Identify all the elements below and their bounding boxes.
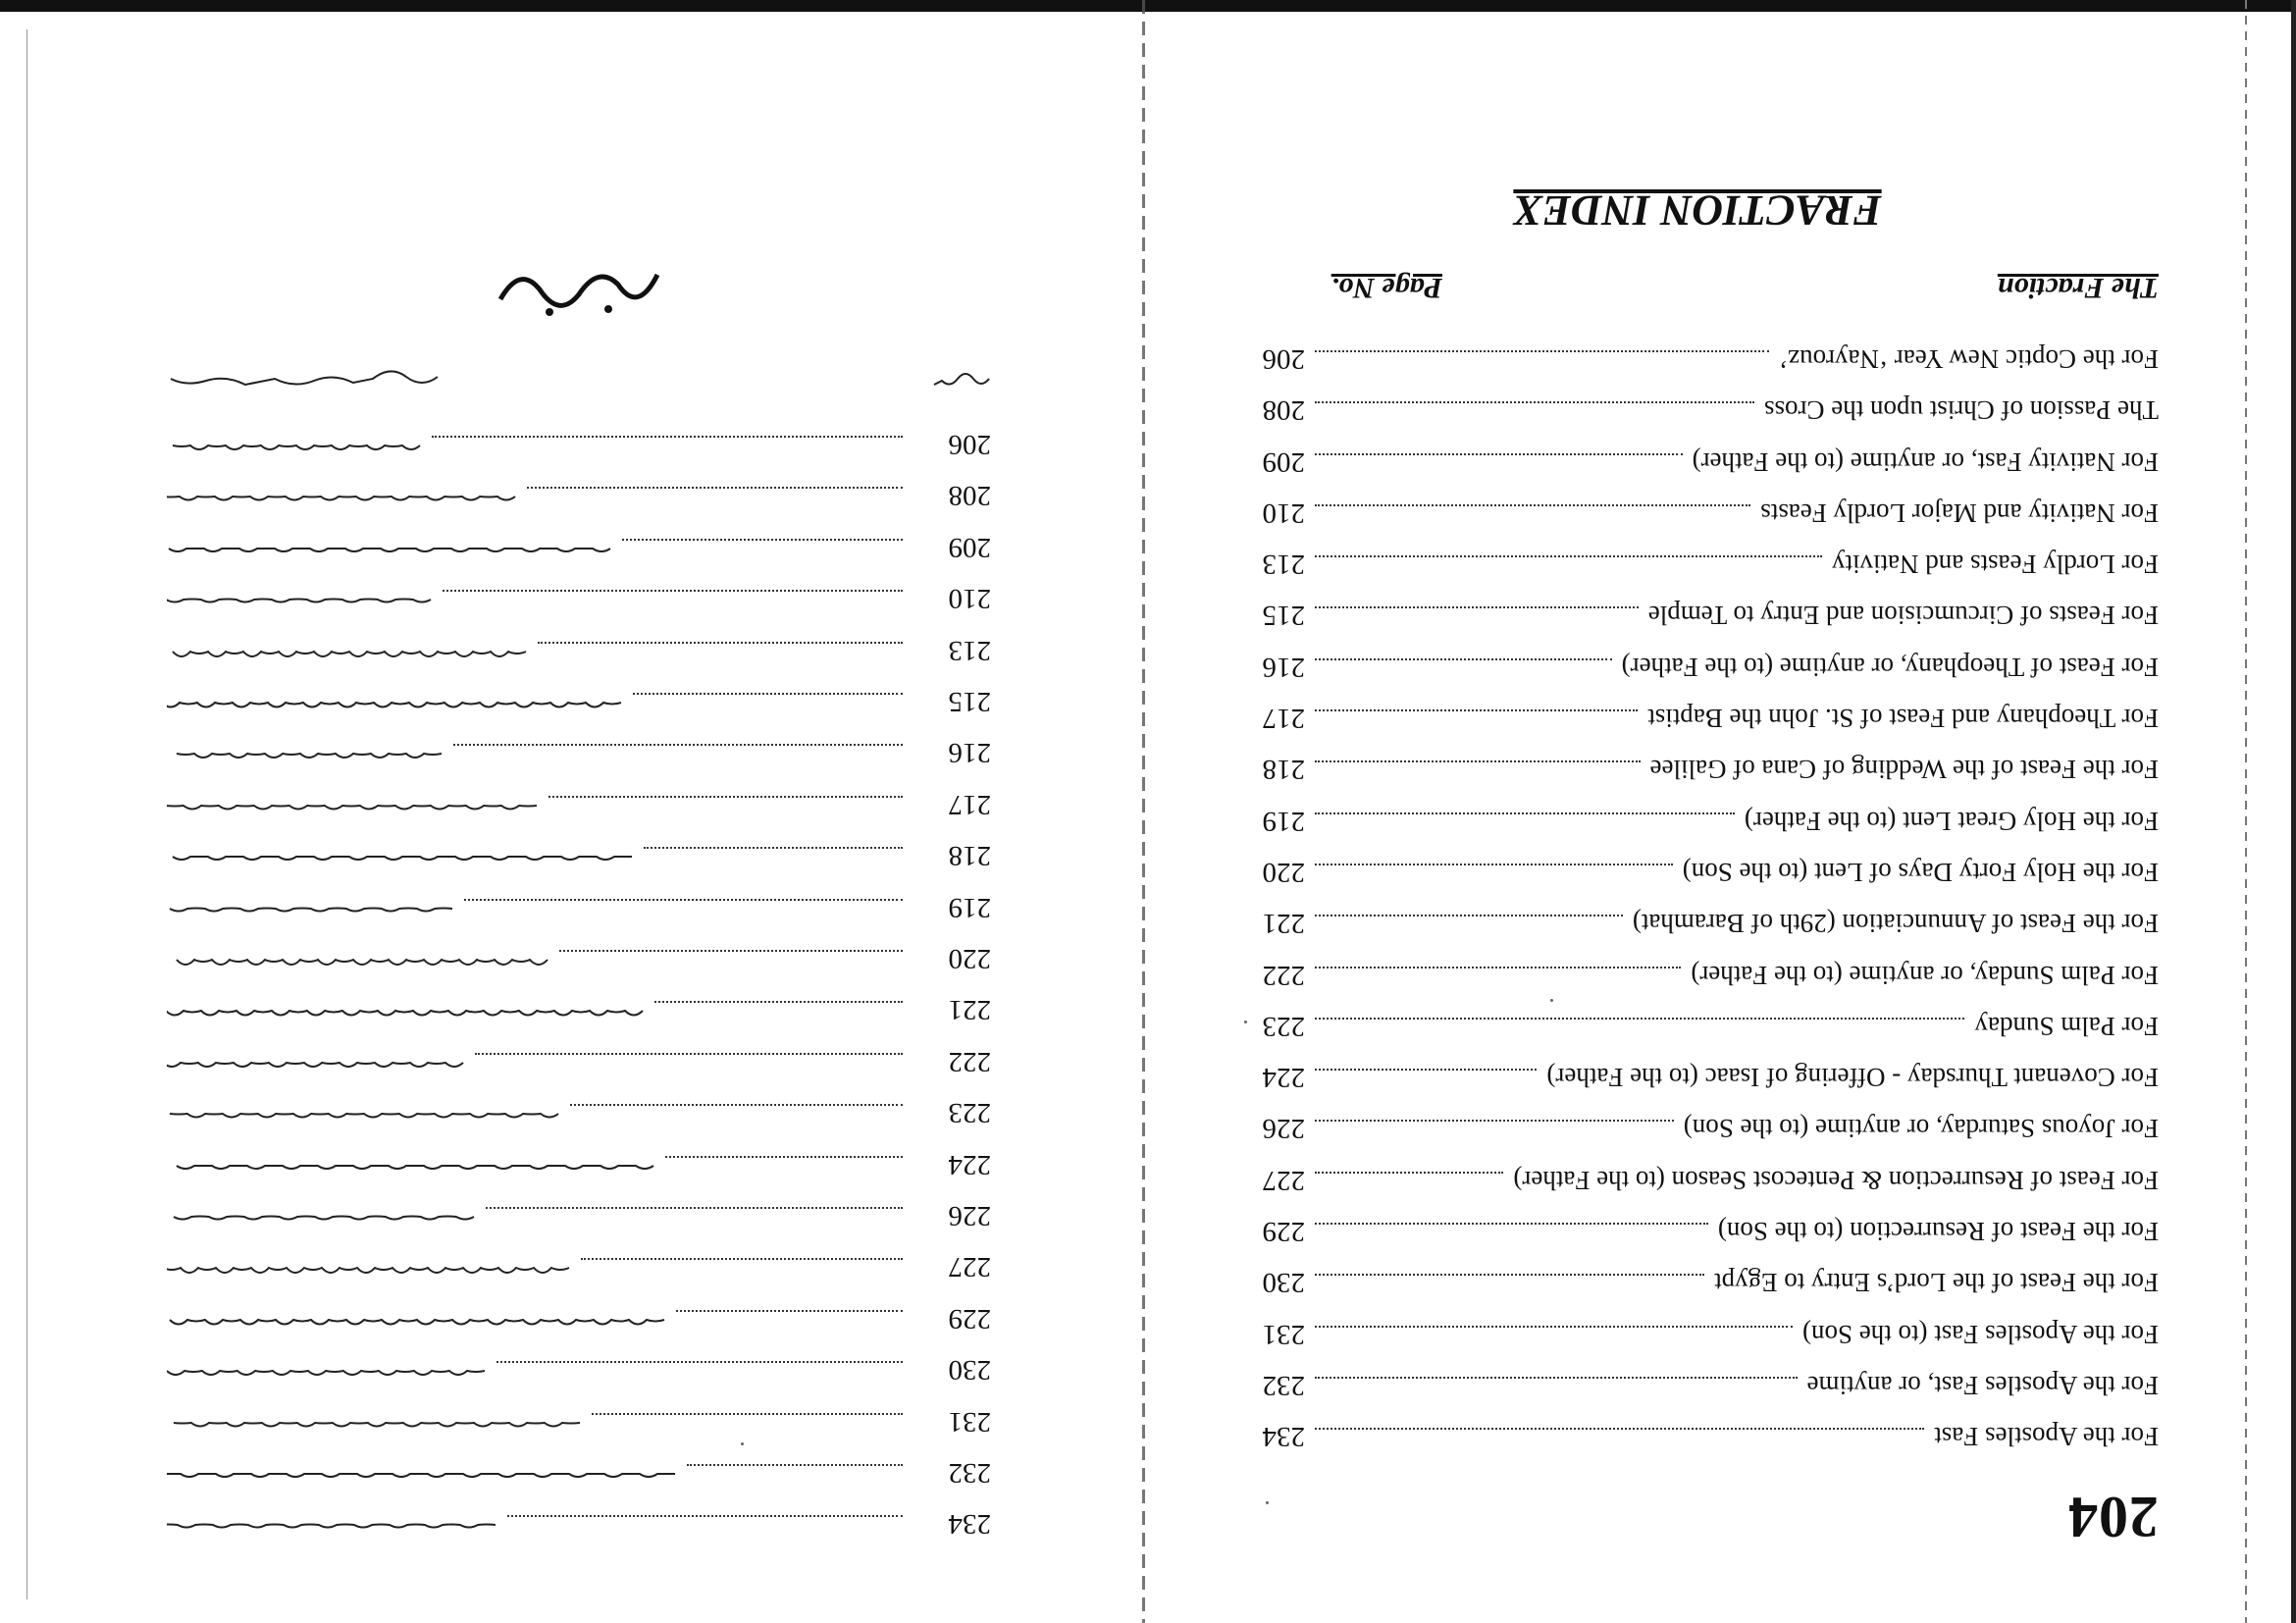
arabic-entry-page: 223	[948, 1097, 991, 1129]
arabic-entry-text	[167, 1304, 666, 1335]
arabic-index-entry	[167, 422, 991, 461]
index-entry-page: 229	[1262, 1216, 1305, 1248]
arabic-entry-text	[167, 1098, 560, 1129]
leader-dots	[1315, 350, 1769, 372]
leader-dots	[1315, 401, 1754, 423]
arabic-entry-page: 208	[948, 480, 991, 512]
page-edge-right	[2245, 0, 2247, 1623]
index-entry-page: 218	[1262, 754, 1305, 786]
leader-dots	[687, 1464, 903, 1486]
arabic-entry-text	[167, 893, 454, 924]
arabic-entry-text	[167, 738, 444, 769]
leader-dots	[1315, 1018, 1964, 1039]
index-entry-page: 220	[1262, 857, 1305, 888]
arabic-entry-text	[167, 687, 623, 718]
leader-dots	[1315, 1172, 1503, 1193]
index-entry-title: For Feasts of Circumcision and Entry to Temple	[1647, 601, 2159, 631]
leader-dots	[665, 1156, 903, 1178]
arabic-entry-page: 234	[948, 1508, 991, 1541]
index-entry	[1236, 488, 2159, 529]
index-title: FRACTION INDEX	[1513, 186, 1882, 235]
leader-dots	[654, 1001, 903, 1022]
index-entry	[1236, 1257, 2159, 1298]
page-number: 204	[2067, 1485, 2159, 1549]
column-header-fraction: The Fraction	[1997, 272, 2159, 304]
leader-dots	[496, 1361, 903, 1383]
scan-speck	[1244, 1021, 1247, 1023]
leader-dots	[1315, 967, 1681, 988]
index-entry-page: 223	[1262, 1010, 1305, 1042]
arabic-entry-page: 229	[948, 1302, 991, 1335]
leader-dots	[548, 796, 903, 817]
index-entry	[1236, 1309, 2159, 1350]
leader-dots	[1315, 1069, 1537, 1090]
arabic-entry-page: 226	[948, 1200, 991, 1231]
index-entry-title: For the Coptic New Year ‘Nayrouz’	[1779, 344, 2159, 374]
arabic-entry-page: 218	[948, 840, 991, 872]
index-entry	[1236, 898, 2159, 939]
leader-dots	[507, 1515, 903, 1537]
arabic-entry-page: 221	[948, 994, 991, 1026]
arabic-entry-text	[167, 841, 634, 872]
index-entry	[1236, 950, 2159, 991]
leader-dots	[1315, 864, 1673, 885]
index-entry	[1236, 591, 2159, 632]
arabic-index-entry	[167, 730, 991, 769]
leader-dots	[1315, 1223, 1708, 1244]
index-entry-page: 226	[1262, 1113, 1305, 1145]
leader-dots	[633, 693, 903, 714]
arabic-index-title	[167, 245, 991, 324]
arabic-index-entry	[167, 1039, 991, 1078]
arabic-index-entry	[167, 473, 991, 512]
index-entry-title: For the Feast of Annunciation (29th of Baramhat)	[1632, 909, 2159, 939]
arabic-index-entry	[167, 1501, 991, 1541]
index-entry-title: For Feast of Resurrection & Pentecost Season (to the Father)	[1513, 1165, 2159, 1195]
arabic-entry-text	[167, 1355, 487, 1387]
index-entry-title: For the Apostles Fast, or anytime	[1806, 1371, 2159, 1400]
leader-dots	[538, 642, 903, 663]
leader-dots	[1315, 709, 1638, 731]
index-entry	[1236, 1104, 2159, 1145]
index-entry	[1236, 385, 2159, 426]
arabic-entry-page: 219	[948, 891, 991, 923]
leader-dots	[443, 590, 903, 611]
arabic-index-entry	[167, 1090, 991, 1129]
arabic-entry-page: 227	[948, 1251, 991, 1283]
page-edge-left	[26, 29, 27, 1599]
index-entry-page: 209	[1262, 445, 1305, 478]
arabic-index-entry	[167, 1347, 991, 1387]
arabic-entry-page: 216	[948, 737, 991, 769]
leader-dots	[1315, 1274, 1704, 1295]
index-entry-title: For Joyous Saturday, or anytime (to the Son)	[1683, 1114, 2159, 1144]
index-entry-page: 215	[1262, 600, 1305, 632]
leader-dots	[1315, 453, 1683, 475]
leader-dots	[592, 1413, 903, 1435]
leader-dots	[1315, 504, 1750, 526]
arabic-entry-text	[167, 1047, 465, 1078]
arabic-index-entry	[167, 1193, 991, 1232]
index-entries	[1231, 324, 2164, 1550]
arabic-entry-text	[167, 1150, 655, 1181]
arabic-index-entry	[167, 525, 991, 564]
index-entry-title: For the Apostles Fast (to the Son)	[1802, 1319, 2159, 1349]
arabic-entry-text	[167, 584, 433, 615]
leader-dots	[453, 744, 903, 765]
arabic-entry-text	[167, 790, 539, 821]
leader-dots	[676, 1310, 903, 1332]
index-entry-page: 231	[1262, 1318, 1305, 1350]
leader-dots	[464, 899, 903, 920]
arabic-index-entry	[167, 576, 991, 615]
scan-top-border	[0, 0, 2296, 12]
leader-dots	[622, 539, 903, 560]
arabic-index-entry	[167, 1296, 991, 1335]
arabic-index-entry	[167, 987, 991, 1026]
index-entry-page: 222	[1262, 959, 1305, 991]
index-entry	[1236, 847, 2159, 888]
arabic-index-entry	[167, 1450, 991, 1490]
index-entry-title: For Lordly Feasts and Nativity	[1832, 550, 2159, 580]
arabic-entry-page: 217	[948, 788, 991, 820]
index-entry	[1236, 539, 2159, 580]
arabic-entry-page: 210	[948, 583, 991, 615]
leader-dots	[1315, 1121, 1674, 1142]
index-entry-title: For Feast of Theophany, or anytime (to the Father)	[1621, 652, 2159, 682]
index-entry-page: 206	[1262, 343, 1305, 375]
index-entry-title: For the Feast of the Wedding of Cana of Galilee	[1649, 755, 2159, 785]
leader-dots	[1315, 607, 1639, 629]
index-entry-page: 234	[1262, 1421, 1305, 1453]
index-entry	[1236, 1206, 2159, 1247]
arabic-index-entry	[167, 1142, 991, 1181]
index-entry-title: For Covenant Thursday - Offering of Isaac (to the Father)	[1546, 1063, 2159, 1093]
index-entry-title: The Passion of Christ upon the Cross	[1764, 395, 2159, 426]
arabic-index-entries	[167, 412, 991, 1550]
index-entry-title: For Palm Sunday, or anytime (to the Father)	[1691, 960, 2159, 990]
arabic-entry-text	[167, 1407, 582, 1439]
index-entry-page: 208	[1262, 394, 1305, 427]
arabic-entry-text	[167, 533, 612, 564]
index-entry	[1236, 1052, 2159, 1093]
leader-dots	[1315, 1377, 1798, 1398]
arabic-index-entry	[167, 1244, 991, 1283]
arabic-entry-page: 232	[948, 1457, 991, 1489]
index-entry	[1236, 642, 2159, 683]
index-entry	[1236, 1360, 2159, 1401]
index-entry	[1236, 334, 2159, 375]
arabic-index-entry	[167, 679, 991, 718]
index-entry	[1236, 1411, 2159, 1452]
leader-dots	[475, 1053, 903, 1074]
leader-dots	[1315, 1428, 1924, 1449]
index-entry-page: 224	[1262, 1062, 1305, 1094]
arabic-entry-page: 231	[948, 1405, 991, 1438]
arabic-index-page	[167, 196, 991, 1550]
scan-speck	[1266, 1501, 1269, 1504]
index-entry-title: For Nativity and Major Lordly Feasts	[1760, 497, 2159, 528]
index-entry-page: 216	[1262, 651, 1305, 683]
arabic-entry-text	[167, 481, 517, 512]
scan-right-border	[2291, 0, 2296, 1623]
arabic-entry-page: 206	[948, 429, 991, 460]
arabic-index-entry	[167, 833, 991, 872]
leader-dots	[527, 487, 903, 508]
index-entry	[1236, 796, 2159, 837]
leader-dots	[432, 436, 903, 457]
arabic-entry-text	[167, 1201, 476, 1232]
index-entry-page: 219	[1262, 805, 1305, 837]
arabic-index-entry	[167, 1399, 991, 1439]
arabic-entry-text	[167, 1252, 571, 1283]
arabic-entry-page: 224	[948, 1148, 991, 1180]
arabic-entry-text	[167, 995, 645, 1026]
arabic-entry-page: 215	[948, 686, 991, 717]
index-entry-page: 210	[1262, 497, 1305, 529]
arabic-index-entry	[167, 936, 991, 975]
index-entry-page: 232	[1262, 1370, 1305, 1401]
arabic-entry-page: 230	[948, 1354, 991, 1387]
arabic-index-entry	[167, 628, 991, 667]
arabic-entry-text	[167, 1509, 497, 1541]
arabic-index-entry	[167, 782, 991, 821]
index-entry-title: For the Holy Great Lent (to the Father)	[1744, 806, 2159, 836]
arabic-entry-text	[167, 944, 549, 975]
leader-dots	[581, 1258, 903, 1280]
index-entry-title: For Theophany and Feast of St. John the Baptist	[1647, 704, 2159, 734]
index-entry-page: 217	[1262, 703, 1305, 735]
index-entry	[1236, 744, 2159, 785]
index-entry	[1236, 1155, 2159, 1196]
column-header-page-no: Page No.	[1331, 272, 1442, 304]
index-entry	[1236, 693, 2159, 734]
leader-dots	[559, 950, 903, 971]
arabic-entry-page: 220	[948, 943, 991, 974]
index-entry-title: For Nativity Fast, or anytime (to the Father)	[1692, 446, 2159, 477]
index-entry-title: For the Apostles Fast	[1934, 1422, 2159, 1452]
index-entry	[1236, 1001, 2159, 1042]
index-entry-title: For the Feast of the Lord’s Entry to Egypt	[1714, 1268, 2159, 1298]
index-entry-title: For Palm Sunday	[1974, 1011, 2159, 1041]
arabic-index-entry	[167, 885, 991, 924]
leader-dots	[1315, 915, 1623, 936]
leader-dots	[1315, 760, 1641, 782]
arabic-entry-text	[167, 1458, 677, 1490]
arabic-entry-page: 213	[948, 634, 991, 666]
arabic-column-header-fraction	[167, 363, 442, 393]
arabic-entry-text	[167, 430, 422, 461]
index-entry-title: For the Feast of Resurrection (to the Son)	[1717, 1217, 2159, 1247]
leader-dots	[1315, 555, 1822, 577]
index-entry-page: 227	[1262, 1164, 1305, 1196]
arabic-entry-page: 209	[948, 531, 991, 563]
scan-speck	[1550, 999, 1553, 1002]
leader-dots	[644, 847, 903, 868]
leader-dots	[486, 1207, 903, 1229]
index-entry-page: 213	[1262, 549, 1305, 581]
index-entry-page: 230	[1262, 1267, 1305, 1299]
index-entry-title: For the Holy Forty Days of Lent (to the Son)	[1682, 858, 2159, 887]
leader-dots	[570, 1104, 903, 1126]
english-index-page	[1231, 108, 2164, 1550]
index-entry-page: 221	[1262, 908, 1305, 940]
leader-dots	[1315, 1326, 1793, 1347]
arabic-entry-text	[167, 636, 528, 667]
index-entry	[1236, 437, 2159, 478]
leader-dots	[1315, 812, 1735, 834]
arabic-column-header-page	[932, 367, 991, 393]
scan-speck	[741, 1442, 744, 1445]
arabic-entry-page: 222	[948, 1045, 991, 1077]
leader-dots	[1315, 658, 1612, 680]
book-gutter	[1142, 0, 1145, 1623]
